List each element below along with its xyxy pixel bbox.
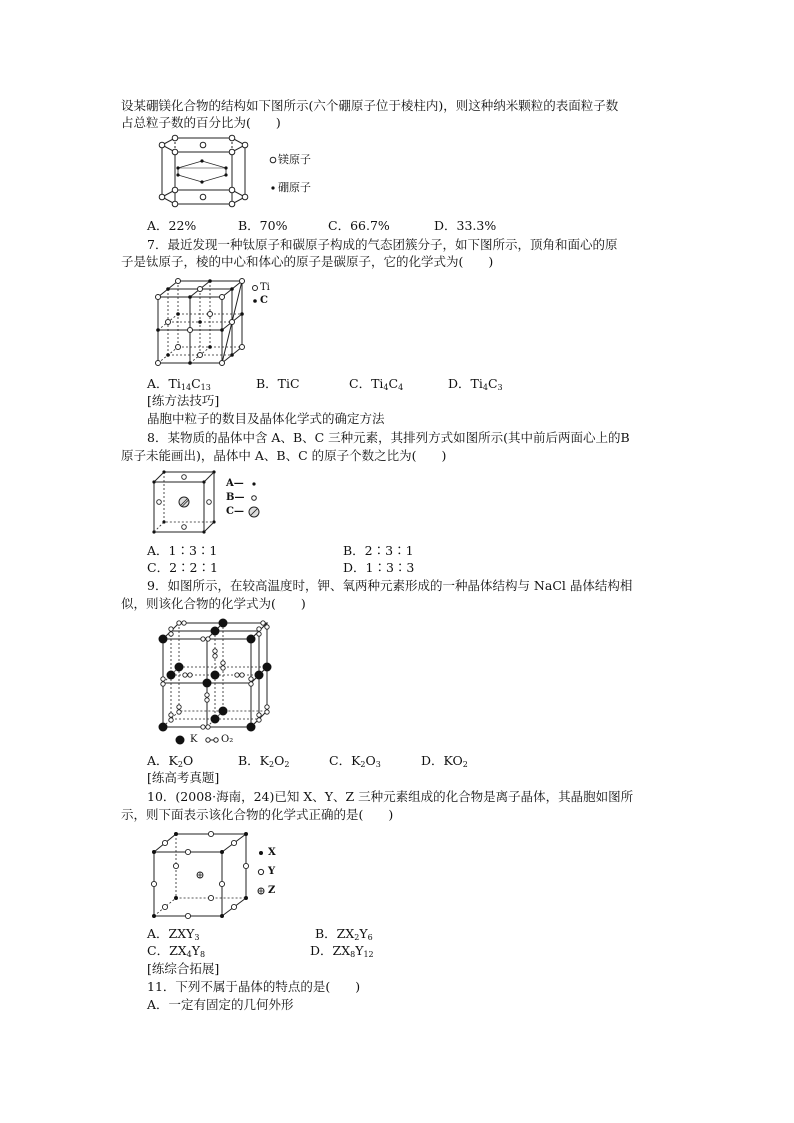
method-header: [练方法技巧] bbox=[147, 393, 220, 408]
q10-stem-line1: 10．(2008·海南，24)已知 X、Y、Z 三种元素组成的化合物是离子晶体，其晶胞如图所 bbox=[147, 789, 634, 804]
q7-option-c[interactable]: C．$Ti_4C_4$ bbox=[349, 376, 404, 392]
q10-xyz-unit-cell-figure bbox=[150, 830, 256, 920]
q9-option-c[interactable]: C．$K_2O_3$ bbox=[329, 753, 381, 769]
q6-legend-mg-icon bbox=[269, 156, 277, 164]
q7-stem-line1: 7．最近发现一种钛原子和碳原子构成的气态团簇分子，如下图所示，顶角和面心的原 bbox=[147, 237, 618, 252]
q9-option-b[interactable]: B．$K_2O_2$ bbox=[238, 753, 290, 769]
q9-legend-o2: O₂ bbox=[221, 734, 234, 745]
q6-hexagonal-prism-figure bbox=[150, 135, 260, 215]
q8-option-d[interactable]: D．1∶3∶3 bbox=[343, 560, 415, 575]
q9-legend-k-icon bbox=[174, 734, 186, 746]
q8-stem-line2: 原子未能画出)，晶体中 A、B、C 的原子个数之比为( ) bbox=[121, 448, 447, 463]
q10-stem-line2: 示，则下面表示该化合物的化学式正确的是( ) bbox=[121, 807, 394, 822]
q9-option-d[interactable]: D．$KO_2$ bbox=[421, 753, 468, 769]
q7-legend-c-icon bbox=[251, 297, 259, 305]
q7-option-a[interactable]: A．$Ti_{14}C_{13}$ bbox=[147, 376, 211, 392]
q9-legend-o2-icon bbox=[205, 735, 221, 745]
q7-legend-ti: Ti bbox=[260, 282, 270, 293]
q9-ko2-crystal-figure bbox=[155, 615, 275, 735]
q10-legend-z-icon bbox=[257, 887, 265, 895]
q8-legend-a: A— bbox=[226, 478, 244, 489]
q10-option-d[interactable]: D．$ZX_8Y_{12}$ bbox=[310, 943, 374, 959]
q7-legend-c: C bbox=[260, 295, 268, 306]
q8-legend-b-icon bbox=[250, 494, 258, 502]
q6-option-a[interactable]: A．22% bbox=[147, 218, 197, 233]
q8-option-a[interactable]: A．1∶3∶1 bbox=[147, 543, 218, 558]
q7-stem-line2: 子是钛原子，棱的中心和体心的原子是碳原子，它的化学式为( ) bbox=[121, 254, 494, 269]
q9-stem-line1: 9．如图所示，在较高温度时，钾、氧两种元素形成的一种晶体结构与 NaCl 晶体结构相 bbox=[147, 578, 633, 593]
q10-legend-x-icon bbox=[257, 849, 265, 857]
q11-option-a[interactable]: A．一定有固定的几何外形 bbox=[147, 997, 294, 1012]
q11-stem: 11．下列不属于晶体的特点的是( ) bbox=[147, 979, 361, 994]
q10-legend-z: Z bbox=[268, 885, 276, 896]
q8-stem-line1: 8．某物质的晶体中含 A、B、C 三种元素，其排列方式如图所示(其中前后两面心上的B bbox=[147, 430, 630, 445]
q8-option-b[interactable]: B．2∶3∶1 bbox=[343, 543, 414, 558]
q10-legend-x: X bbox=[268, 847, 276, 858]
q7-ti-c-cluster-figure bbox=[150, 275, 250, 371]
q8-unit-cell-figure bbox=[150, 468, 216, 534]
q10-option-c[interactable]: C．$ZX_4Y_8$ bbox=[147, 943, 206, 959]
q9-stem-line2: 似，则该化合物的化学式为( ) bbox=[121, 596, 306, 611]
q9-option-a[interactable]: A．$K_2O$ bbox=[147, 753, 194, 769]
q6-option-b[interactable]: B．70% bbox=[238, 218, 288, 233]
q10-option-a[interactable]: A．$ZXY_3$ bbox=[147, 926, 200, 942]
q8-legend-a-icon bbox=[250, 480, 258, 488]
method-subtitle: 晶胞中粒子的数目及晶体化学式的确定方法 bbox=[147, 411, 385, 426]
gaokao-header: [练高考真题] bbox=[147, 770, 220, 785]
comprehensive-header: [练综合拓展] bbox=[147, 961, 220, 976]
q6-legend-b: 硼原子 bbox=[278, 181, 311, 194]
q7-legend-ti-icon bbox=[251, 284, 259, 292]
q8-legend-c: C— bbox=[226, 506, 244, 517]
q6-stem-line1: 设某硼镁化合物的结构如下图所示(六个硼原子位于棱柱内)，则这种纳米颗粒的表面粒子数 bbox=[121, 98, 619, 113]
q7-option-d[interactable]: D．$Ti_4C_3$ bbox=[448, 376, 503, 392]
q7-option-b[interactable]: B．TiC bbox=[256, 376, 300, 391]
q9-legend-k: K bbox=[190, 734, 198, 745]
q6-stem-line2: 占总粒子数的百分比为( ) bbox=[121, 115, 281, 130]
q6-option-d[interactable]: D．33.3% bbox=[434, 218, 497, 233]
q8-option-c[interactable]: C．2∶2∶1 bbox=[147, 560, 218, 575]
q8-legend-b: B— bbox=[226, 492, 245, 503]
q10-option-b[interactable]: B．$ZX_2Y_6$ bbox=[315, 926, 373, 942]
q10-legend-y-icon bbox=[257, 868, 265, 876]
q8-legend-c-icon bbox=[247, 505, 261, 519]
q6-legend-b-icon bbox=[269, 184, 277, 192]
q6-option-c[interactable]: C．66.7% bbox=[328, 218, 390, 233]
q10-legend-y: Y bbox=[268, 866, 276, 877]
q6-legend-mg: 镁原子 bbox=[278, 153, 311, 166]
